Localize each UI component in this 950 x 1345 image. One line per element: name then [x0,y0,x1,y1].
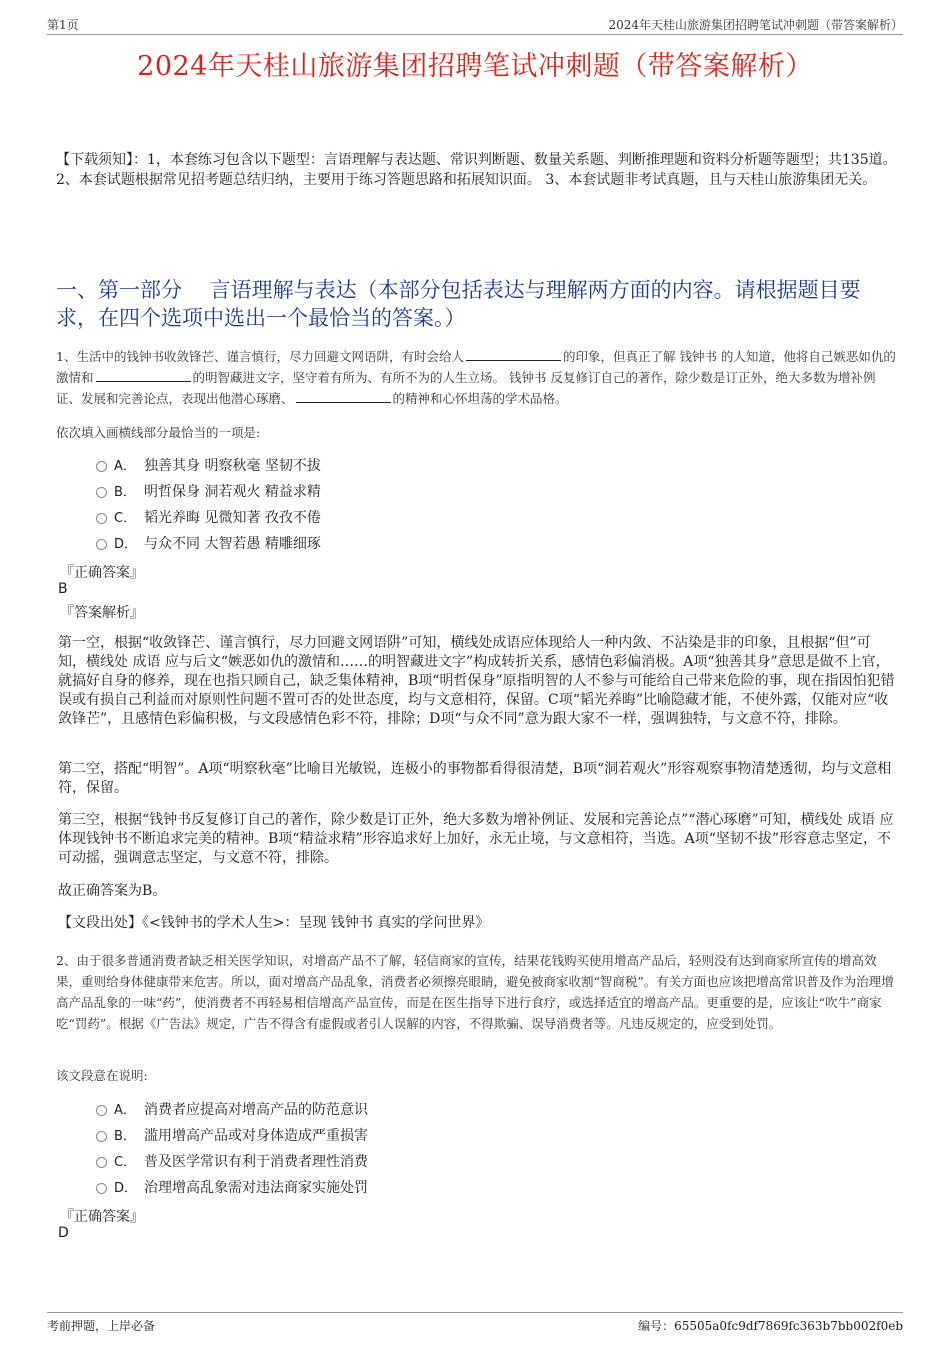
q1-answer: B [58,581,68,597]
option-text: 韬光养晦 见微知著 孜孜不倦 [144,510,321,526]
radio-icon[interactable] [96,539,107,550]
q1-answer-label: 『正确答案』 [60,565,144,581]
question-2-prompt: 该文段意在说明: [56,1068,148,1083]
page-footer [47,1312,903,1337]
q1-stem-part-2: 的印象，但真正了解 钱钟书 的人知道，他将自己嫉恶如仇的激情和 [56,349,896,385]
q1-analysis-label: 『答案解析』 [60,605,144,621]
q1-stem-part-1: 1、生活中的钱钟书收敛锋芒、谨言慎行，尽力回避文网语阱，有时会给人 [56,349,464,364]
q2-option-d[interactable] [96,1178,368,1199]
radio-icon[interactable] [96,461,107,472]
page-header [47,14,903,35]
q1-analysis-4: 故正确答案为B。 [58,883,167,899]
radio-icon[interactable] [96,487,107,498]
option-key: A． [114,1103,136,1118]
section-heading: 一、第一部分 言语理解与表达（本部分包括表达与理解两方面的内容。请根据题目要求，在四个选项中选出一个最恰当的答案。） [56,278,861,330]
q2-answer-label: 『正确答案』 [60,1209,144,1225]
blank-3 [296,390,391,403]
option-key: A． [114,459,136,474]
option-key: B． [114,1129,136,1144]
q1-stem-part-4: 的精神和心怀坦荡的学术品格。 [392,391,568,406]
blank-1 [466,348,561,361]
download-notice: 【下载须知】：1，本套练习包含以下题型：言语理解与表达题、常识判断题、数量关系题、判断推理题和资料分析题等题型；共135道。 2、本套试题根据常见招考题总结归纳，主要用于练习答题思路和拓展知识面。 3、本套试题非考试真题，且与天桂山旅游集团无关。 [56,152,897,188]
q1-option-d[interactable] [96,534,321,555]
q2-option-a[interactable] [96,1100,368,1121]
q1-analysis-3: 第三空，根据“钱钟书反复修订自己的著作，除少数是订正外，绝大多数为增补例证、发展和完善论点”“潜心琢磨”可知，横线处 成语 应体现钱钟书不断追求完美的精神。B项“精益求精”形容追求好上加好，永无止境，与文意相符，当选。A项“坚韧不拔”形容意志坚定，不可动摇，强调意志坚定，与文意不符，排除。 [58,812,894,866]
radio-icon[interactable] [96,1157,107,1168]
q1-stem-part-3: 的明智藏进文字，坚守着有所为、有所不为的人生立场。 钱钟书 反复修订自己的著作，除少数是订正外，绝大多数为增补例证、发展和完善论点，表现出他潜心琢磨、 [56,370,876,406]
page-number: 第1页 [47,18,79,32]
question-2-stem: 2、由于很多普通消费者缺乏相关医学知识，对增高产品不了解，轻信商家的宣传，结果花钱购买使用增高产品后，轻则没有达到商家所宣传的增高效果，重则给身体健康带来危害。所以，面对增高产品乱象，消费者必须擦亮眼睛，避免被商家收割“智商税”。有关方面也应该把增高常识普及作为治理增高产品乱象的一味“药”，使消费者不再轻易相信增高产品宣传，而是在医生指导下进行食疗，或选择适宜的增高产品。更重要的是，应该让“吹牛”商家吃“罚药”。根据《广告法》规定，广告不得含有虚假或者引人误解的内容，不得欺骗、误导消费者等。凡违反规定的，应受到处罚。 [56,953,894,1031]
document-title: 2024年天桂山旅游集团招聘笔试冲刺题（带答案解析） [137,51,813,82]
header-doc-title: 2024年天桂山旅游集团招聘笔试冲刺题（带答案解析） [608,18,903,32]
q1-source: 【文段出处】《<钱钟书的学术人生>：呈现 钱钟书 真实的学问世界》 [58,915,490,931]
option-key: D． [114,537,138,552]
q2-option-c[interactable] [96,1152,368,1173]
q1-option-a[interactable] [96,456,321,477]
q1-analysis-1: 第一空，根据“收敛锋芒、谨言慎行，尽力回避文网语阱”可知，横线处成语应体现给人一种内敛、不沾染是非的印象，且根据“但”可知，横线处 成语 应与后文“嫉恶如仇的激情和……的明智藏进文字”构成转折关系，感情色彩偏消极。A项“独善其身”意思是做不上官，就搞好自身的修养，现在也指只顾自己，缺乏集体精神，B项“明哲保身”原指明智的人不参与可能给自己带来危险的事，现在指因怕犯错误或有损自己利益而对原则性问题不置可否的处世态度，均与文意相符，保留。C项“韬光养晦”比喻隐藏才能，不使外露，仅能对应“收敛锋芒”，且感情色彩偏积极，与文段感情色彩不符，排除；D项“与众不同”意为跟大家不一样，强调独特，与文意不符，排除。 [58,635,895,727]
option-text: 普及医学常识有利于消费者理性消费 [144,1154,368,1170]
option-text: 独善其身 明察秋毫 坚韧不拔 [144,458,321,474]
q1-analysis-2: 第二空，搭配“明智”。A项“明察秋毫”比喻目光敏锐，连极小的事物都看得很清楚，B项“洞若观火”形容观察事物清楚透彻，均与文意相符，保留。 [58,761,892,796]
q2-option-b[interactable] [96,1126,368,1147]
footer-serial: 编号：65505a0fc9df7869fc363b7bb002f0eb [638,1319,903,1333]
radio-icon[interactable] [96,1131,107,1142]
option-key: D． [114,1181,138,1196]
option-text: 滥用增高产品或对身体造成严重损害 [144,1128,368,1144]
option-text: 消费者应提高对增高产品的防范意识 [144,1102,368,1118]
question-1-prompt: 依次填入画横线部分最恰当的一项是: [56,425,261,440]
option-text: 治理增高乱象需对违法商家实施处罚 [144,1180,368,1196]
option-key: C． [114,511,137,526]
option-text: 与众不同 大智若愚 精雕细琢 [144,536,321,552]
q1-option-c[interactable] [96,508,321,529]
option-text: 明哲保身 洞若观火 精益求精 [144,484,321,500]
option-key: C． [114,1155,137,1170]
radio-icon[interactable] [96,1183,107,1194]
blank-2 [96,369,191,382]
question-1-stem [56,346,898,409]
q2-answer: D [58,1225,69,1241]
radio-icon[interactable] [96,1105,107,1116]
q1-option-b[interactable] [96,482,321,503]
option-key: B． [114,485,136,500]
radio-icon[interactable] [96,513,107,524]
footer-slogan: 考前押题，上岸必备 [47,1319,156,1333]
